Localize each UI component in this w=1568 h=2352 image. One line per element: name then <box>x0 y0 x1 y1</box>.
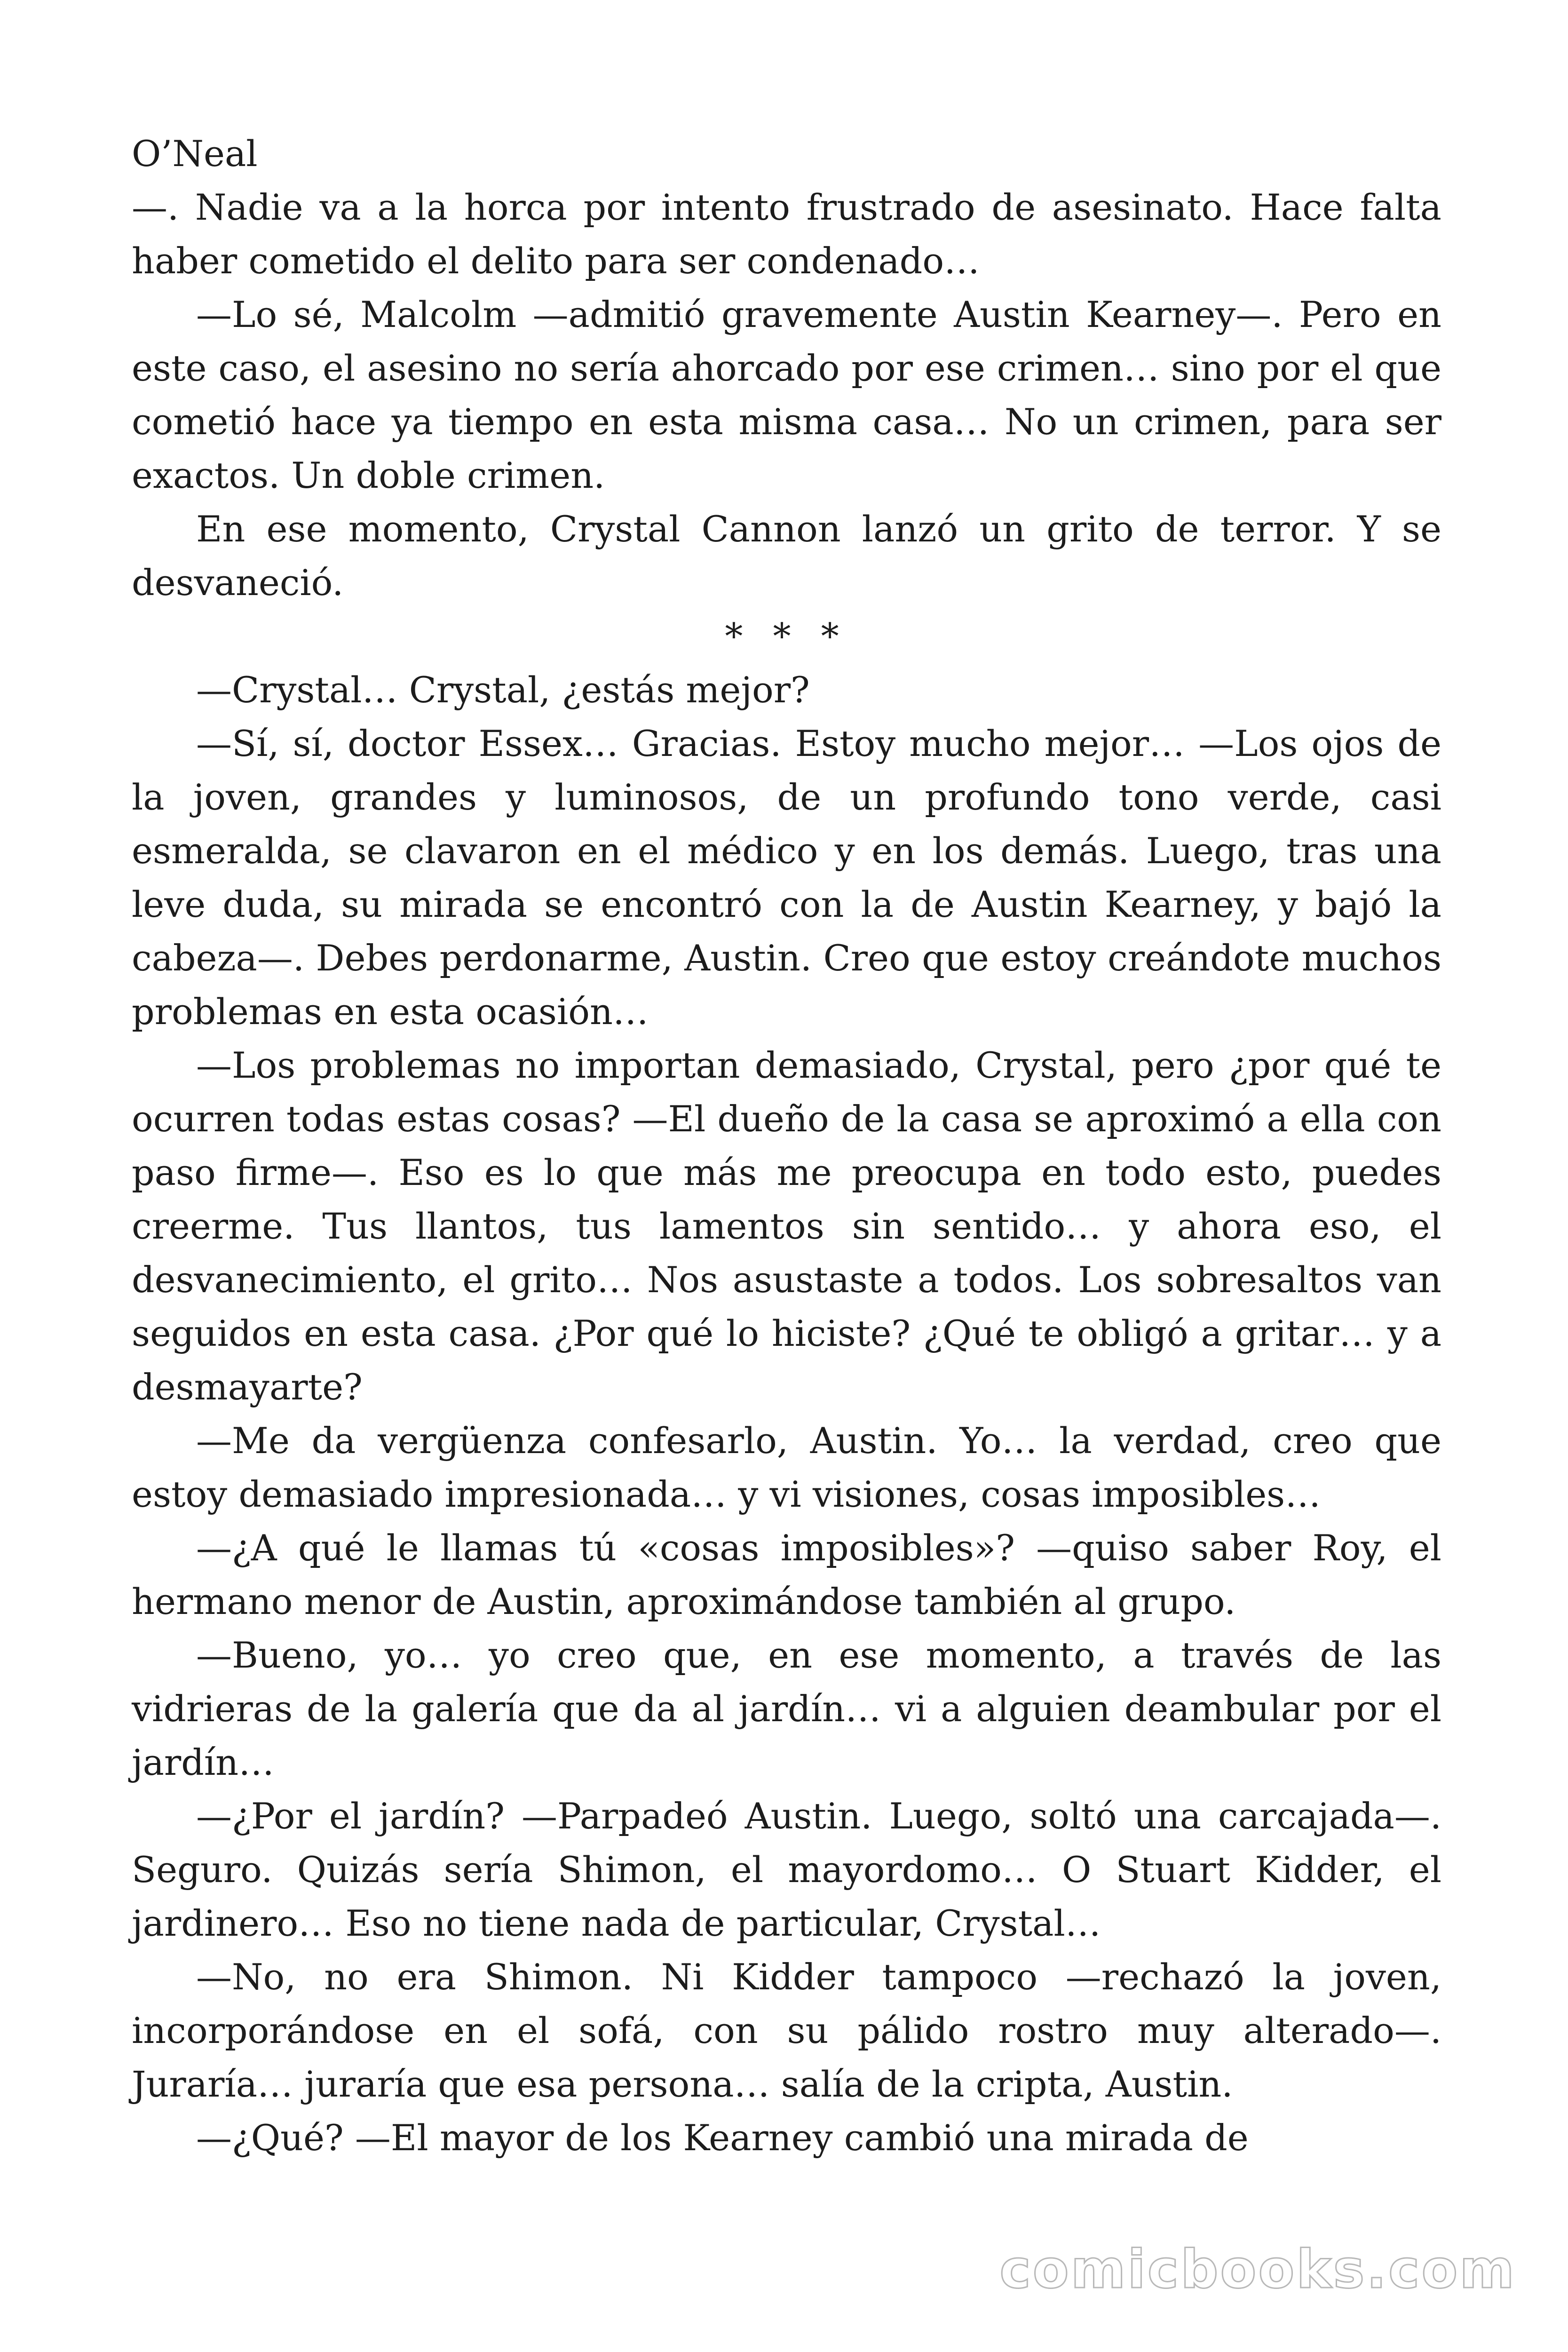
paragraph: En ese momento, Crystal Cannon lanzó un grito de terror. Y se desvaneció. <box>132 508 1441 604</box>
paragraph: —¿A qué le llamas tú «cosas imposibles»? —quiso saber Roy, el hermano menor de Austin, aproximándose también al grupo. <box>132 1527 1441 1622</box>
paragraph: —Sí, sí, doctor Essex… Gracias. Estoy mucho mejor… —Los ojos de la joven, grandes y luminosos, de un profundo tono verde, casi esmeralda, se clavaron en el médico y en los demás. Luego, tras una leve duda, su mirada se encontró con la de Austin Kearney, y bajó la cabeza—. Debes perdonarme, Austin. Creo que estoy creándote muchos problemas en esta ocasión… <box>132 723 1441 1033</box>
paragraph: —Me da vergüenza confesarlo, Austin. Yo… la verdad, creo que estoy demasiado impresionada… y vi visiones, cosas imposibles… <box>132 1420 1441 1515</box>
book-page-text <box>132 127 1441 2165</box>
paragraph: —Lo sé, Malcolm —admitió gravemente Austin Kearney—. Pero en este caso, el asesino no sería ahorcado por ese crimen… sino por el que cometió hace ya tiempo en esta misma casa… No un crimen, para ser exactos. Un doble crimen. <box>132 294 1441 496</box>
paragraph: —No, no era Shimon. Ni Kidder tampoco —rechazó la joven, incorporándose en el sofá, con su pálido rostro muy alterado—. Juraría… juraría que esa persona… salía de la cripta, Austin. <box>132 1956 1441 2105</box>
paragraph: —¿Qué? —El mayor de los Kearney cambió una mirada de <box>196 2117 1249 2159</box>
section-separator: * * * <box>725 615 848 657</box>
paragraph: —Crystal… Crystal, ¿estás mejor? <box>196 669 810 711</box>
paragraph: —¿Por el jardín? —Parpadeó Austin. Luego, soltó una carcajada—. Seguro. Quizás sería Shimon, el mayordomo… O Stuart Kidder, el jardinero… Eso no tiene nada de particular, Crystal… <box>132 1795 1441 1944</box>
paragraph: —. Nadie va a la horca por intento frustrado de asesinato. Hace falta haber cometido el delito para ser condenado… <box>132 186 1441 282</box>
watermark: comicbooks.com <box>999 2239 1516 2300</box>
paragraph: —Los problemas no importan demasiado, Crystal, pero ¿por qué te ocurren todas estas cosas? —El dueño de la casa se aproximó a ella con paso firme—. Eso es lo que más me preocupa en todo esto, puedes creerme. Tus llantos, tus lamentos sin sentido… y ahora eso, el desvanecimiento, el grito… Nos asustaste a todos. Los sobresaltos van seguidos en esta casa. ¿Por qué lo hiciste? ¿Qué te obligó a gritar… y a desmayarte? <box>132 1044 1441 1408</box>
paragraph-header: O’Neal <box>132 133 258 175</box>
paragraph: —Bueno, yo… yo creo que, en ese momento, a través de las vidrieras de la galería que da al jardín… vi a alguien deambular por el jardín… <box>132 1634 1441 1783</box>
